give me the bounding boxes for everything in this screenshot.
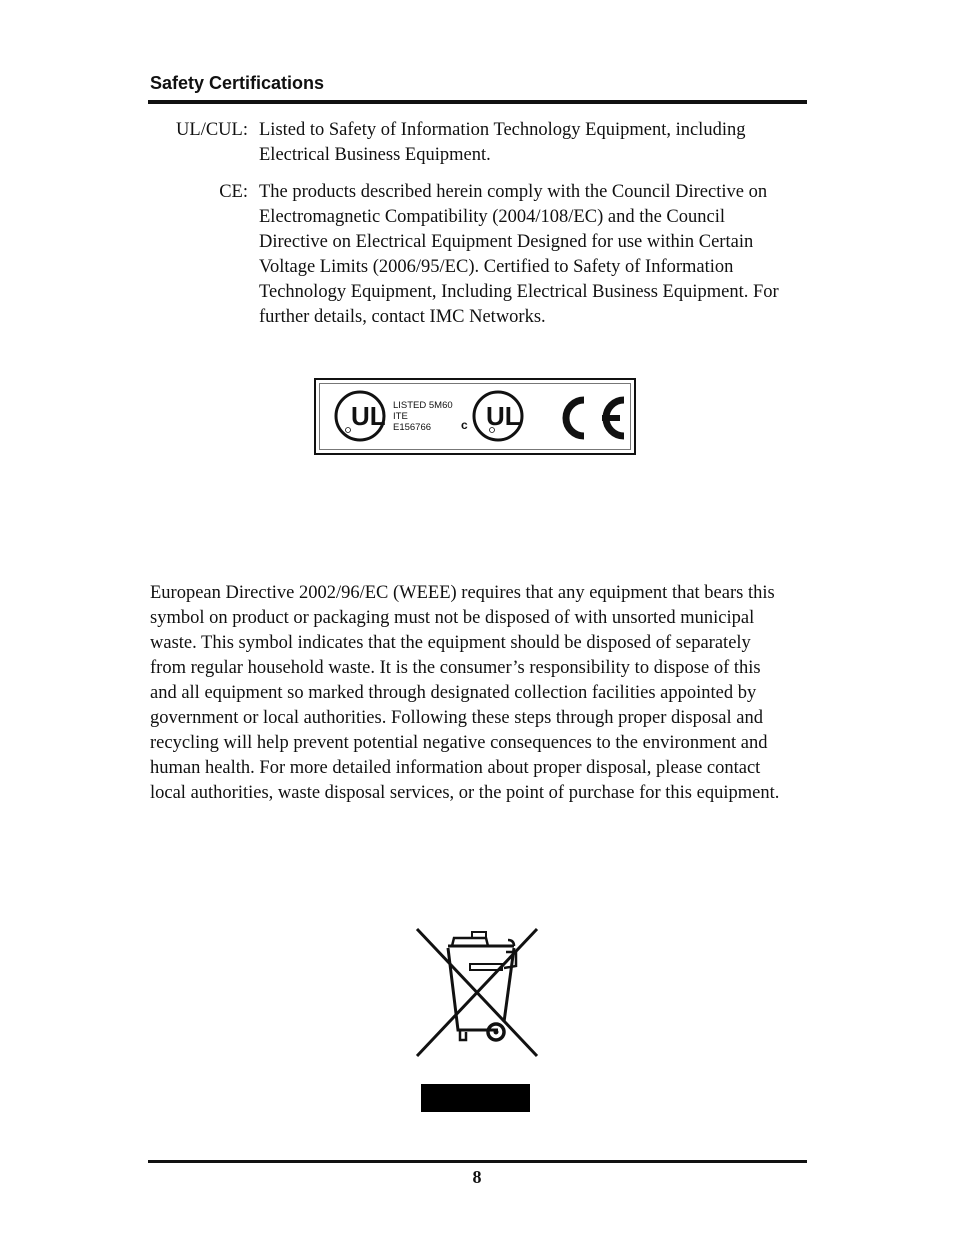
crossed-out-wheelie-bin-icon [414, 926, 542, 1060]
ul-mark-text: UL [486, 401, 521, 431]
ul-mark-text: UL [351, 401, 386, 431]
text-line: symbol on product or packaging must not be disposed of with unsorted municipal [150, 608, 755, 628]
certification-text [259, 180, 799, 330]
text-line: Directive on Electrical Equipment Designed for use within Certain [259, 232, 754, 252]
certification-logos [314, 378, 636, 455]
ul-listed-text [393, 400, 453, 433]
weee-paragraph [150, 581, 810, 806]
certification-label: CE: [219, 182, 248, 202]
text-line: Electromagnetic Compatibility (2004/108/EC) and the Council [259, 207, 726, 227]
cul-listed-icon [472, 390, 524, 442]
certification-label: UL/CUL: [176, 120, 248, 140]
text-line: Listed to Safety of Information Technology Equipment, including [259, 120, 746, 140]
text-line: The products described herein comply with the Council Directive on [259, 182, 768, 202]
text-line: and all equipment so marked through designated collection facilities appointed by [150, 683, 757, 703]
text-line: European Directive 2002/96/EC (WEEE) requires that any equipment that bears this [150, 583, 775, 603]
cul-c-prefix: c [461, 418, 468, 432]
weee-symbol-bar [421, 1084, 530, 1112]
text-line: recycling will help prevent potential negative consequences to the environment and [150, 733, 768, 753]
text-line: local authorities, waste disposal services, or the point of purchase for this equipment. [150, 783, 780, 803]
text-line: human health. For more detailed information about proper disposal, please contact [150, 758, 761, 778]
section-title: Safety Certifications [150, 73, 325, 93]
text-line: government or local authorities. Following these steps through proper disposal and [150, 708, 763, 728]
text-line: from regular household waste. It is the consumer’s responsibility to dispose of this [150, 658, 761, 678]
text-line: Voltage Limits (2006/95/EC). Certified to Safety of Information [259, 257, 734, 277]
page-number: 8 [472, 1167, 482, 1187]
ul-listed-icon [334, 390, 386, 442]
listed-line: E156766 [393, 422, 432, 433]
listed-line: LISTED 5M60 [393, 400, 453, 411]
text-line: waste. This symbol indicates that the equipment should be disposed of separately [150, 633, 751, 653]
footer-divider [148, 1160, 807, 1163]
certification-text [259, 118, 799, 168]
text-line: Electrical Business Equipment. [259, 145, 491, 165]
ce-mark-icon [552, 394, 630, 442]
text-line: further details, contact IMC Networks. [259, 307, 546, 327]
listed-line: ITE [393, 411, 408, 422]
text-line: Technology Equipment, Including Electrical Business Equipment. For [259, 282, 779, 302]
header-divider [148, 100, 807, 104]
